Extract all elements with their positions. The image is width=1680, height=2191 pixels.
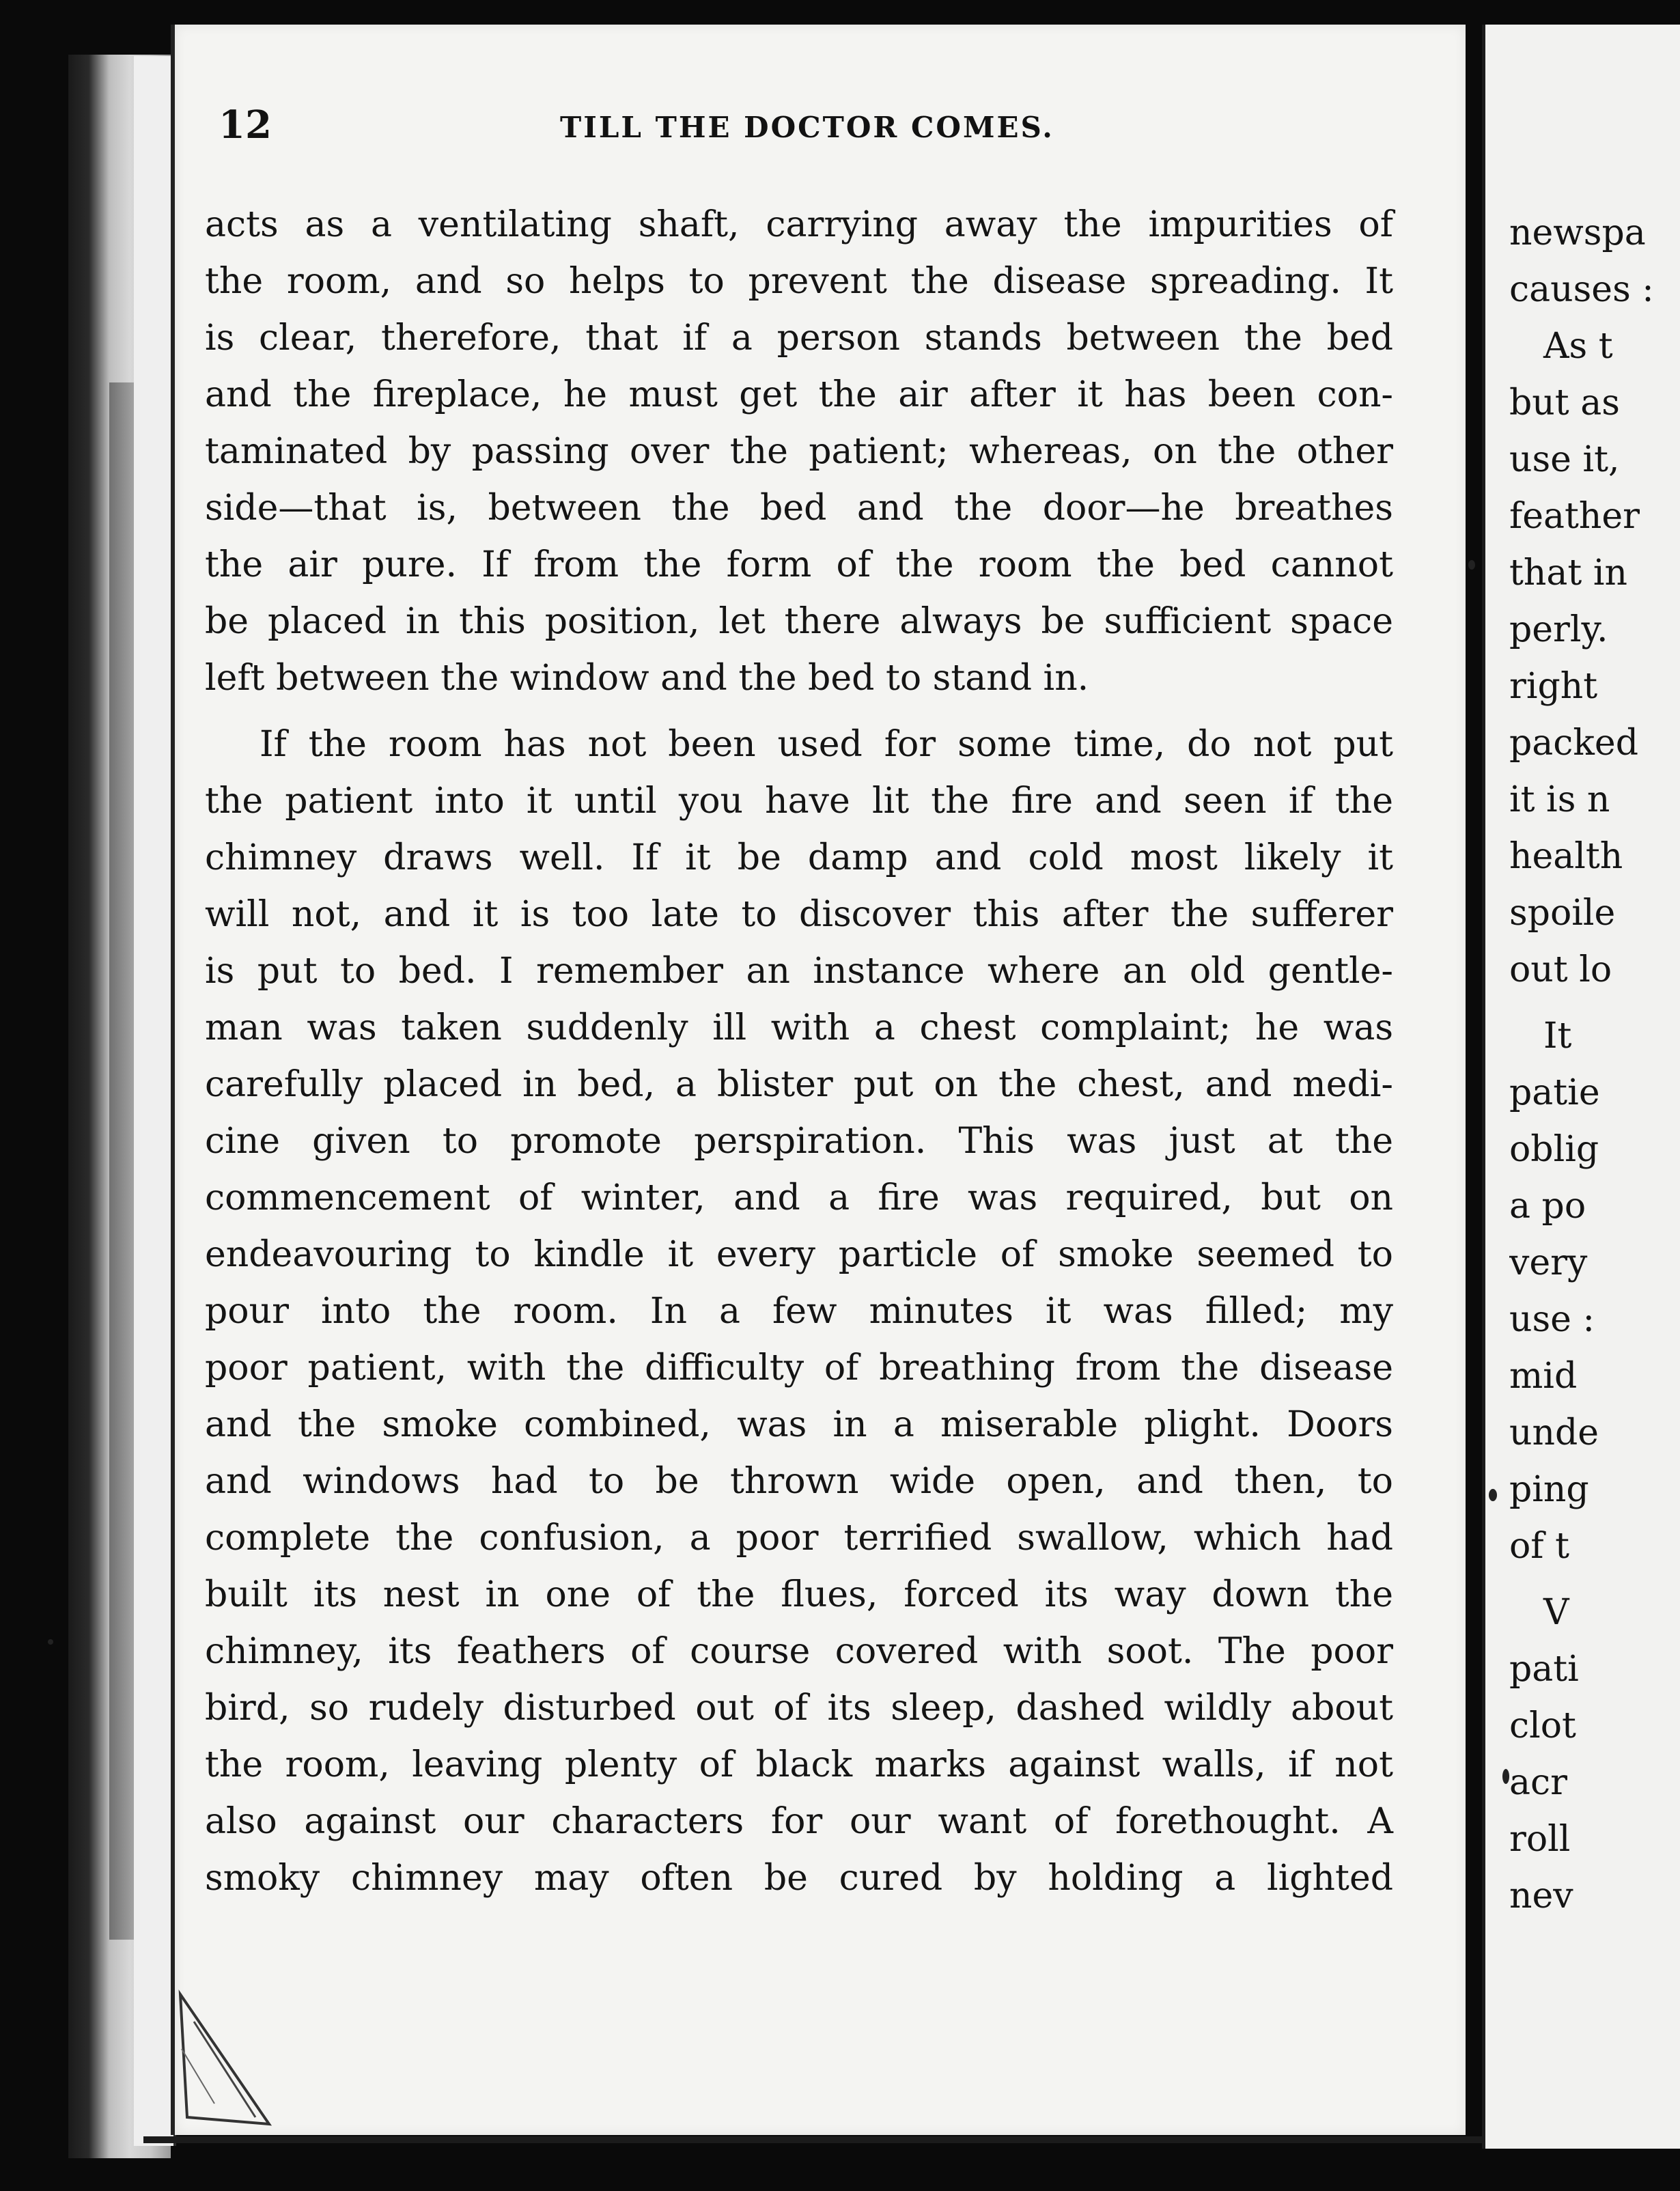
text-line: carefully placed in bed, a blister put on the chest, and medi-	[205, 1064, 1393, 1105]
text-line: is put to bed. I remember an instance where an old gentle-	[205, 951, 1393, 992]
previous-page-edge	[134, 56, 176, 2146]
ink-speck	[1468, 560, 1475, 570]
fragment-line: very	[1509, 1242, 1588, 1283]
text-line: built its nest in one of the flues, forced its way down the	[205, 1574, 1393, 1615]
fragment-line: It	[1543, 1016, 1572, 1057]
text-line: smoky chimney may often be cured by holding a lighted	[205, 1858, 1393, 1899]
text-line: acts as a ventilating shaft, carrying away the impurities of	[205, 204, 1393, 245]
text-line: and the smoke combined, was in a miserable plight. Doors	[205, 1404, 1393, 1445]
fragment-line: packed	[1509, 723, 1638, 764]
fragment-line: perly.	[1509, 609, 1608, 650]
text-line: will not, and it is too late to discover this after the sufferer	[205, 894, 1393, 935]
fragment-line: spoile	[1509, 893, 1616, 934]
fragment-line: pati	[1509, 1649, 1579, 1690]
text-line: commencement of winter, and a fire was required, but on	[205, 1177, 1393, 1218]
fragment-line: that in	[1509, 553, 1627, 594]
fragment-line: ping	[1509, 1469, 1589, 1510]
folded-corner-icon	[173, 1967, 276, 2131]
page-bottom-edge	[143, 2136, 1496, 2143]
text-line: taminated by passing over the patient; whereas, on the other	[205, 431, 1393, 472]
fragment-line: feather	[1509, 496, 1640, 537]
right-page-text-fragment	[1509, 205, 1680, 1925]
body-text	[205, 197, 1393, 1907]
text-line: the patient into it until you have lit the fire and seen if the	[205, 781, 1393, 822]
fragment-line: use it,	[1509, 439, 1620, 480]
paragraph-2	[205, 716, 1393, 1907]
text-line: be placed in this position, let there always be sufficient space	[205, 601, 1393, 642]
fragment-line: unde	[1509, 1412, 1599, 1453]
text-line: bird, so rudely disturbed out of its sleep, dashed wildly about	[205, 1688, 1393, 1729]
fragment-line: use :	[1509, 1299, 1595, 1340]
ink-speck	[1489, 1489, 1497, 1501]
text-line: cine given to promote perspiration. This was just at the	[205, 1121, 1393, 1162]
text-line: the room, and so helps to prevent the disease spreading. It	[205, 261, 1393, 302]
fragment-line: nev	[1509, 1875, 1573, 1916]
ink-speck	[48, 1639, 53, 1645]
fragment-line: a po	[1509, 1186, 1586, 1227]
paragraph-gap	[205, 707, 1393, 716]
paragraph-gap	[1509, 999, 1680, 1008]
fragment-line: As t	[1543, 326, 1613, 367]
fragment-line: it is n	[1509, 779, 1610, 820]
fragment-line: out lo	[1509, 949, 1612, 990]
fragment-line: roll	[1509, 1819, 1571, 1860]
text-line: pour into the room. In a few minutes it was filled; my	[205, 1291, 1393, 1332]
text-line: is clear, therefore, that if a person stands between the bed	[205, 318, 1393, 359]
fragment-line: right	[1509, 666, 1598, 707]
text-line: man was taken suddenly ill with a chest complaint; he was	[205, 1007, 1393, 1048]
paragraph-1	[205, 197, 1393, 707]
fragment-line: acr	[1509, 1762, 1567, 1803]
fragment-line: patie	[1509, 1072, 1600, 1113]
fragment-line: mid	[1509, 1356, 1578, 1397]
fragment-line: clot	[1509, 1705, 1576, 1746]
paragraph-gap	[1509, 1575, 1680, 1585]
text-line: also against our characters for our want of forethought. A	[205, 1801, 1393, 1842]
page-number: 12	[219, 102, 272, 148]
text-line: side—that is, between the bed and the door—he breathes	[205, 488, 1393, 529]
text-line: the room, leaving plenty of black marks against walls, if not	[205, 1744, 1393, 1785]
text-line: endeavouring to kindle it every particle of smoke seemed to	[205, 1234, 1393, 1275]
text-line: the air pure. If from the form of the room the bed cannot	[205, 544, 1393, 585]
fragment-line: health	[1509, 836, 1623, 877]
text-line: and the fireplace, he must get the air after it has been con-	[205, 374, 1393, 415]
text-line: poor patient, with the difficulty of breathing from the disease	[205, 1348, 1393, 1388]
running-header	[219, 102, 1380, 157]
fragment-line: V	[1543, 1592, 1569, 1633]
text-line: complete the confusion, a poor terrified swallow, which had	[205, 1518, 1393, 1559]
ink-speck	[1502, 1769, 1509, 1784]
fragment-line: but as	[1509, 382, 1620, 423]
fragment-line: of t	[1509, 1526, 1569, 1567]
binding-shadow	[109, 382, 137, 1940]
fragment-line: newspa	[1509, 212, 1646, 253]
text-line: If the room has not been used for some time, do not put	[260, 724, 1393, 765]
text-line: and windows had to be thrown wide open, and then, to	[205, 1461, 1393, 1502]
fragment-line: causes :	[1509, 269, 1654, 310]
text-line: chimney, its feathers of course covered with soot. The poor	[205, 1631, 1393, 1672]
text-line: left between the window and the bed to stand in.	[205, 658, 1089, 699]
running-title: TILL THE DOCTOR COMES.	[560, 111, 1054, 144]
text-line: chimney draws well. If it be damp and cold most likely it	[205, 837, 1393, 878]
fragment-line: oblig	[1509, 1129, 1599, 1170]
